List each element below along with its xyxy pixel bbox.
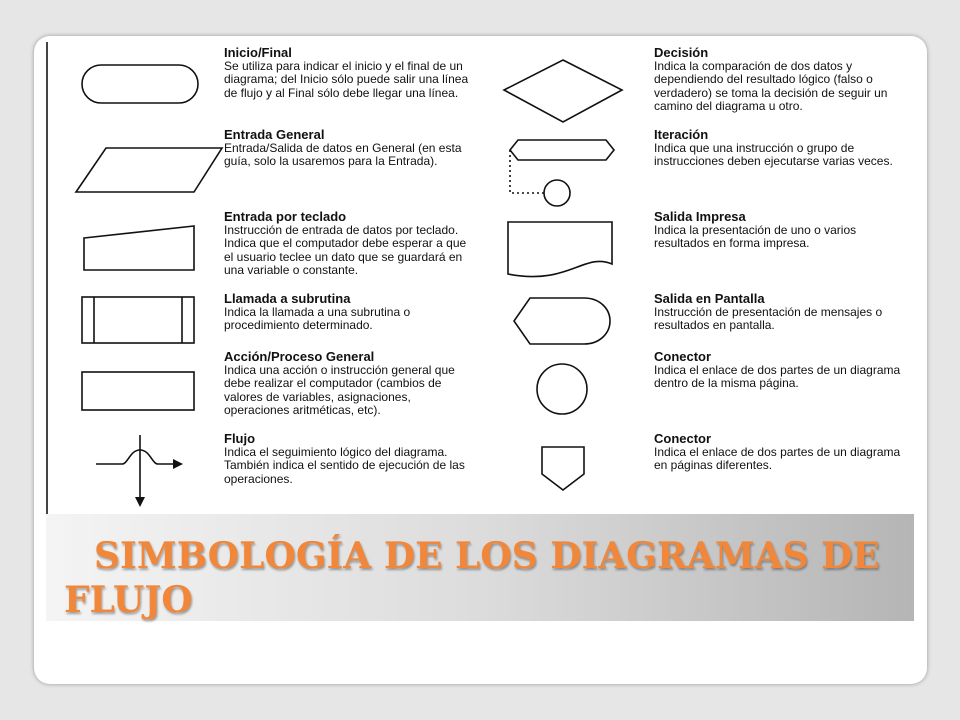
process-shape xyxy=(82,372,194,410)
symbol-description: Se utiliza para indicar el inicio y el final de un diagrama; del Inicio sólo puede salir una línea de flujo y al Final sólo debe llegar una línea. xyxy=(224,59,469,100)
symbol-title: Acción/Proceso General xyxy=(224,349,375,364)
symbol-description: Entrada/Salida de datos en General (en esta guía, solo la usaremos para la Entrada). xyxy=(224,141,462,169)
flow-arrows-shape xyxy=(96,435,183,507)
symbol-flujo xyxy=(224,432,474,486)
symbol-description: Instrucción de presentación de mensajes o resultados en pantalla. xyxy=(654,305,883,333)
symbol-iteracion xyxy=(654,128,904,169)
symbol-title: Entrada General xyxy=(224,127,325,142)
symbol-title: Llamada a subrutina xyxy=(224,291,351,306)
offpage-connector-shape xyxy=(542,447,584,490)
symbol-entrada-teclado xyxy=(224,210,474,278)
symbol-title: Inicio/Final xyxy=(224,45,292,60)
manual-input-shape xyxy=(84,226,194,270)
symbol-description: Indica el enlace de dos partes de un diagrama en páginas diferentes. xyxy=(654,445,901,473)
symbol-inicio-final xyxy=(224,46,474,100)
terminator-shape xyxy=(82,65,198,103)
symbol-accion-proceso xyxy=(224,350,474,418)
symbol-description: Indica el seguimiento lógico del diagrama. También indica el sentido de ejecución de las operaciones. xyxy=(224,445,465,486)
symbol-title: Decisión xyxy=(654,45,709,60)
symbol-description: Indica el enlace de dos partes de un diagrama dentro de la misma página. xyxy=(654,363,901,391)
symbol-decision xyxy=(654,46,904,114)
symbol-description: Indica la comparación de dos datos y dependiendo del resultado lógico (falso o verdadero) se toma la decisión de seguir un camino del diagrama u otro. xyxy=(654,59,888,114)
subroutine-shape xyxy=(82,297,194,343)
symbol-llamada-subrutina xyxy=(224,292,474,333)
symbol-salida-pantalla xyxy=(654,292,904,333)
symbol-description: Indica que una instrucción o grupo de instrucciones deben ejecutarse varias veces. xyxy=(654,141,893,169)
symbol-description: Indica la presentación de uno o varios resultados en forma impresa. xyxy=(654,223,857,251)
parallelogram-shape xyxy=(76,148,222,192)
symbol-conector xyxy=(654,350,904,391)
symbol-title: Iteración xyxy=(654,127,709,142)
iteration-shape xyxy=(510,140,614,160)
symbol-description: Indica la llamada a una subrutina o procedimiento determinado. xyxy=(224,305,411,333)
symbol-title: Conector xyxy=(654,431,712,446)
symbol-salida-impresa xyxy=(654,210,904,251)
slide-title: SIMBOLOGÍA DE LOS DIAGRAMAS DE FLUJO xyxy=(64,535,880,621)
display-shape xyxy=(514,298,610,344)
symbol-title: Conector xyxy=(654,349,712,364)
connector-shape xyxy=(537,364,587,414)
title-band xyxy=(46,514,914,621)
symbol-title: Salida en Pantalla xyxy=(654,291,765,306)
symbol-title: Flujo xyxy=(224,431,256,446)
symbol-description: Indica una acción o instrucción general que debe realizar el computador (cambios de valores de variables, asignaciones, operaciones aritméticas, etc). xyxy=(224,363,455,418)
symbol-title: Salida Impresa xyxy=(654,209,746,224)
flowchart-symbols-picture xyxy=(46,42,916,514)
symbol-conector-pagina xyxy=(654,432,904,473)
symbol-entrada-general xyxy=(224,128,474,169)
symbol-title: Entrada por teclado xyxy=(224,209,347,224)
symbol-description: Instrucción de entrada de datos por teclado. Indica que el computador debe esperar a que el usuario teclee un dato que se guardará en una variable o constante. xyxy=(224,223,467,278)
document-shape xyxy=(508,222,612,277)
decision-shape xyxy=(504,60,622,122)
iteration-circle-shape xyxy=(544,180,570,206)
